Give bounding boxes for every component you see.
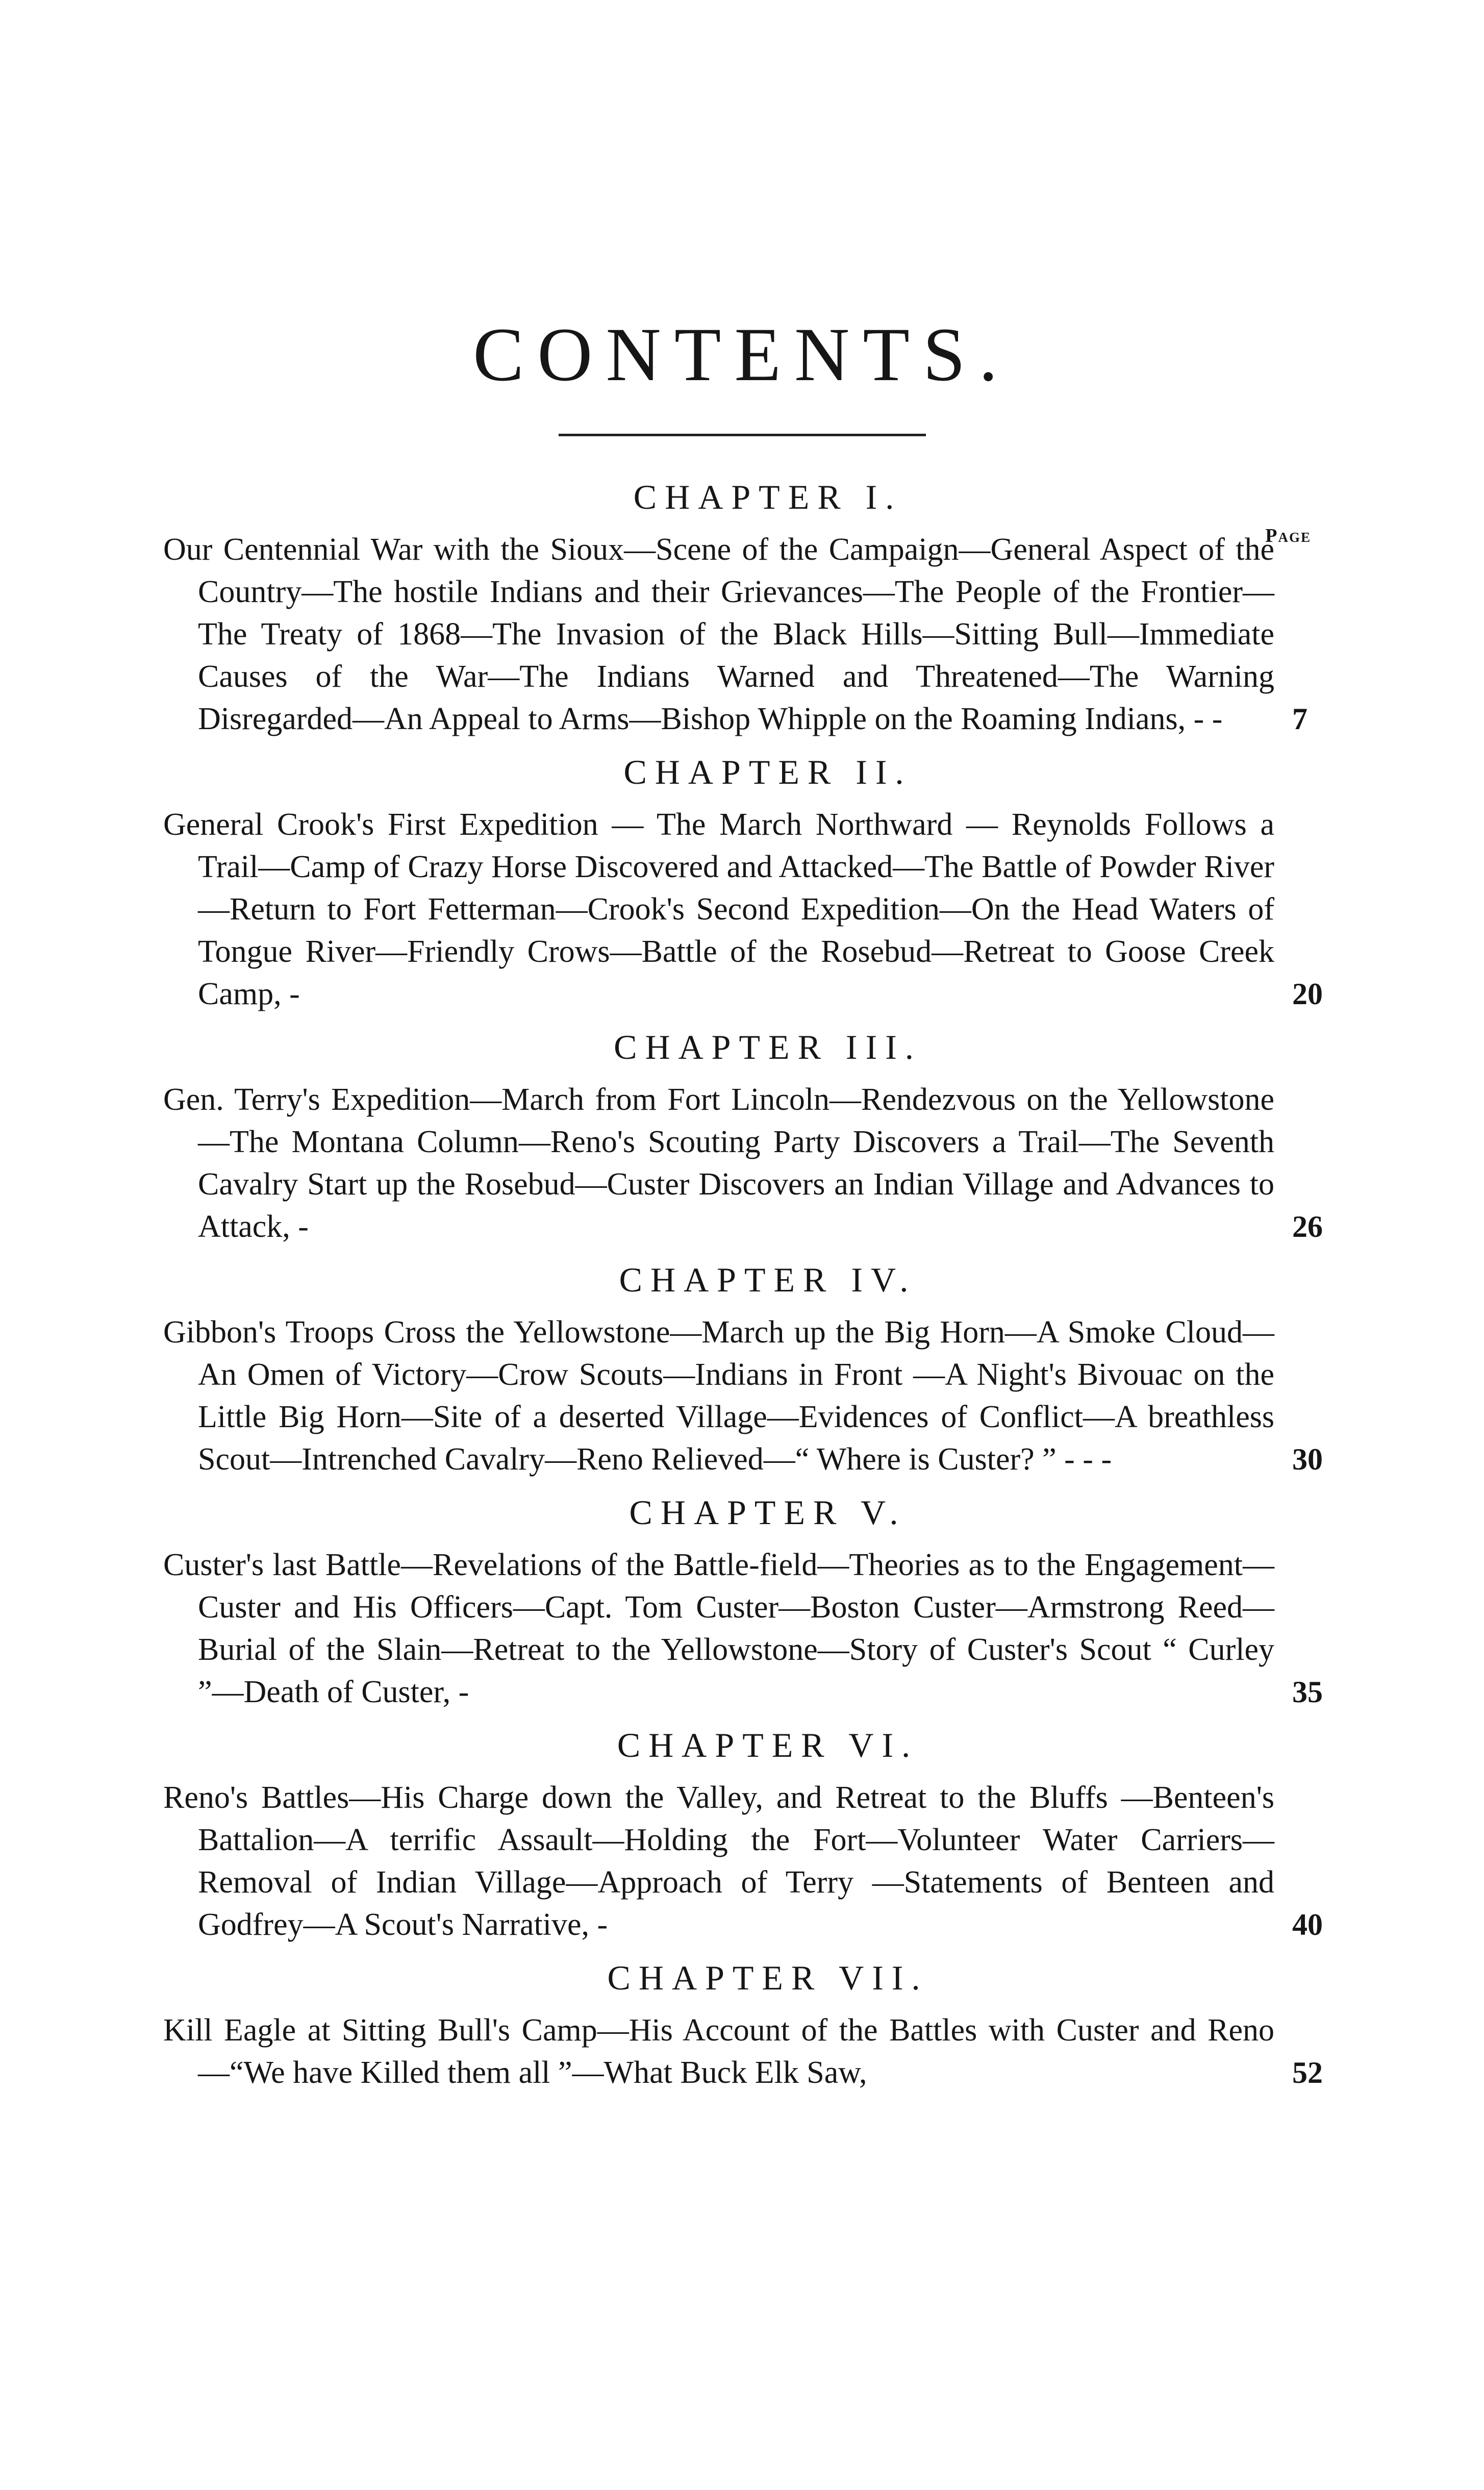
- chapter-summary-text: Kill Eagle at Sitting Bull's Camp—His Account of the Battles with Custer and Reno—“We have Killed them all ”—What Buck Elk Saw,: [163, 2013, 1274, 2090]
- chapter-4: [163, 1262, 1331, 1481]
- chapter-summary: [163, 1544, 1323, 1713]
- page-number: 20: [1292, 977, 1323, 1011]
- chapter-1: [163, 480, 1331, 740]
- chapter-heading: CHAPTER IV.: [619, 1260, 917, 1299]
- chapter-5: [163, 1495, 1331, 1713]
- chapter-summary: [163, 1777, 1323, 1946]
- chapter-heading: CHAPTER VI.: [617, 1726, 919, 1764]
- page-number: 35: [1292, 1675, 1323, 1709]
- chapter-summary: [163, 2009, 1323, 2094]
- page-column-label: Page: [1265, 525, 1311, 546]
- page-number: 52: [1292, 2056, 1323, 2089]
- page-number: 40: [1292, 1908, 1323, 1941]
- page-number: 26: [1292, 1210, 1323, 1243]
- chapter-summary: [163, 1079, 1323, 1248]
- chapter-summary: [163, 804, 1323, 1015]
- chapter-summary-text: Gen. Terry's Expedition—March from Fort Lincoln—Rendezvous on the Yellowstone—The Montana Column—Reno's Scouting Party Discovers a Trail—The Seventh Cavalry Start up the Rosebud—Custer Discovers an Indian Village and Advances to Attack, -: [163, 1082, 1274, 1244]
- contents-list: [163, 480, 1331, 2108]
- chapter-summary-text: General Crook's First Expedition — The March Northward — Reynolds Follows a Trail—Camp of Crazy Horse Discovered and Attacked—The Battle of Powder River—Return to Fort Fetterman—Crook's Second Expedition—On the Head Waters of Tongue River—Friendly Crows—Battle of the Rosebud—Retreat to Goose Creek Camp, -: [163, 807, 1274, 1011]
- chapter-summary-text: Gibbon's Troops Cross the Yellowstone—March up the Big Horn—A Smoke Cloud—An Omen of Victory—Crow Scouts—Indians in Front —A Night's Bivouac on the Little Big Horn—Site of a deserted Village—Evidences of Conflict—A breathless Scout—Intrenched Cavalry—Reno Relieved—“ Where is Custer? ” - - -: [163, 1315, 1274, 1477]
- chapter-heading: CHAPTER VII.: [607, 1958, 928, 1997]
- chapter-summary: [163, 1311, 1323, 1481]
- chapter-3: [163, 1030, 1331, 1248]
- chapter-6: [163, 1728, 1331, 1946]
- page-number: 30: [1292, 1442, 1323, 1476]
- chapter-summary-text: Our Centennial War with the Sioux—Scene of the Campaign—General Aspect of the Country—The hostile Indians and their Grievances—The People of the Frontier—The Treaty of 1868—The Invasion of the Black Hills—Sitting Bull—Immediate Causes of the War—The Indians Warned and Threatened—The Warning Disregarded—An Appeal to Arms—Bishop Whipple on the Roaming Indians, - -: [163, 532, 1274, 736]
- chapter-2: [163, 755, 1331, 1015]
- chapter-summary-text: Reno's Battles—His Charge down the Valley, and Retreat to the Bluffs —Benteen's Battalion—A terrific Assault—Holding the Fort—Volunteer Water Carriers—Removal of Indian Village—Approach of Terry —Statements of Benteen and Godfrey—A Scout's Narrative, -: [163, 1780, 1274, 1942]
- chapter-summary-text: Custer's last Battle—Revelations of the Battle-field—Theories as to the Engagement—Custer and His Officers—Capt. Tom Custer—Boston Custer—Armstrong Reed—Burial of the Slain—Retreat to the Yellowstone—Story of Custer's Scout “ Curley ”—Death of Custer, -: [163, 1548, 1274, 1709]
- chapter-heading: CHAPTER II.: [623, 753, 912, 791]
- chapter-heading: CHAPTER III.: [614, 1028, 922, 1066]
- chapter-heading: CHAPTER V.: [629, 1493, 907, 1532]
- page-title: CONTENTS.: [473, 312, 1011, 397]
- chapter-7: [163, 1960, 1331, 2094]
- page-number: 7: [1292, 702, 1307, 736]
- chapter-heading: CHAPTER I.: [633, 478, 902, 516]
- title-rule: [559, 434, 926, 436]
